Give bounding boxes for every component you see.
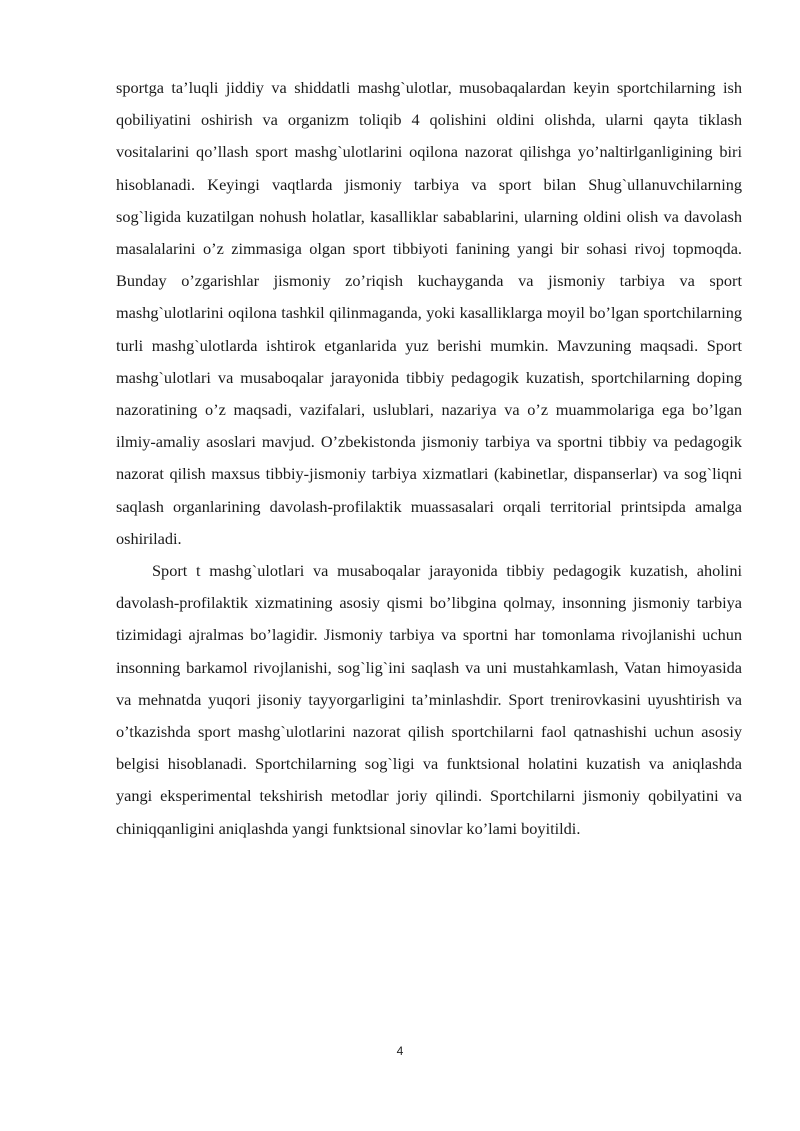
paragraph-continuation: sportga ta’luqli jiddiy va shiddatli mashg`ulotlar, musobaqalardan keyin sportchilarning ish qobiliyatini oshirish va organizm toliqib 4 qolishini oldini olishda, ularni qayta tiklash vositalarini qo’llash sport mashg`ulotlarini oqilona nazorat qilishga yo’naltirlganligining biri hisoblanadi. Keyingi vaqtlarda jismoniy tarbiya va sport bilan Shug`ullanuvchilarning sog`ligida kuzatilgan nohush holatlar, kasalliklar sabablarini, ularning oldini olish va davolash masalalarini o’z zimmasiga olgan sport tibbiyoti fanining yangi bir sohasi rivoj topmoqda. Bunday o’zgarishlar jismoniy zo’riqish kuchayganda va jismoniy tarbiya va sport mashg`ulotlarini oqilona tashkil qilinmaganda, yoki kasalliklarga moyil bo’lgan sportchilarning turli mashg`ulotlarda ishtirok etganlarida yuz berishi mumkin. Mavzuning maqsadi. Sport mashg`ulotlari va musaboqalar jarayonida tibbiy pedagogik kuzatish, sportchilarning doping nazoratining o’z maqsadi, vazifalari, uslublari, nazariya va o’z muammolariga ega bo’lgan ilmiy-amaliy asoslari mavjud. O’zbekistonda jismoniy tarbiya va sportni tibbiy va pedagogik nazorat qilish maxsus tibbiy-jismoniy tarbiya xizmatlari (kabinetlar, dispanserlar) va sog`liqni saqlash organlarining davolash-profilaktik muassasalari orqali territorial printsipda amalga oshiriladi. — [116, 78, 742, 548]
page-number: 4 — [396, 1044, 404, 1058]
paragraph-sport-observation: Sport t mashg`ulotlari va musaboqalar jarayonida tibbiy pedagogik kuzatish, aholini davolash-profilaktik xizmatining asosiy qismi bo’libgina qolmay, insonning jismoniy tarbiya tizimidagi ajralmas bo’lagidir. Jismoniy tarbiya va sportni har tomonlama rivojlanishi uchun insonning barkamol rivojlanishi, sog`lig`ini saqlash va uni mustahkamlash, Vatan himoyasida va mehnatda yuqori jisoniy tayyorgarligini ta’minlashdir. Sport trenirovkasini uyushtirish va o’tkazishda sport mashg`ulotlarini nazorat qilish sportchilarni faol qatnashishi uchun asosiy belgisi hisoblanadi. Sportchilarning sog`ligi va funktsional holatini kuzatish va aniqlashda yangi eksperimental tekshirish metodlar joriy qilindi. Sportchilarni jismoniy qobilyatini va chiniqqanligini aniqlashda yangi funktsional sinovlar ko’lami boyitildi. — [116, 561, 742, 838]
document-page — [116, 72, 742, 845]
